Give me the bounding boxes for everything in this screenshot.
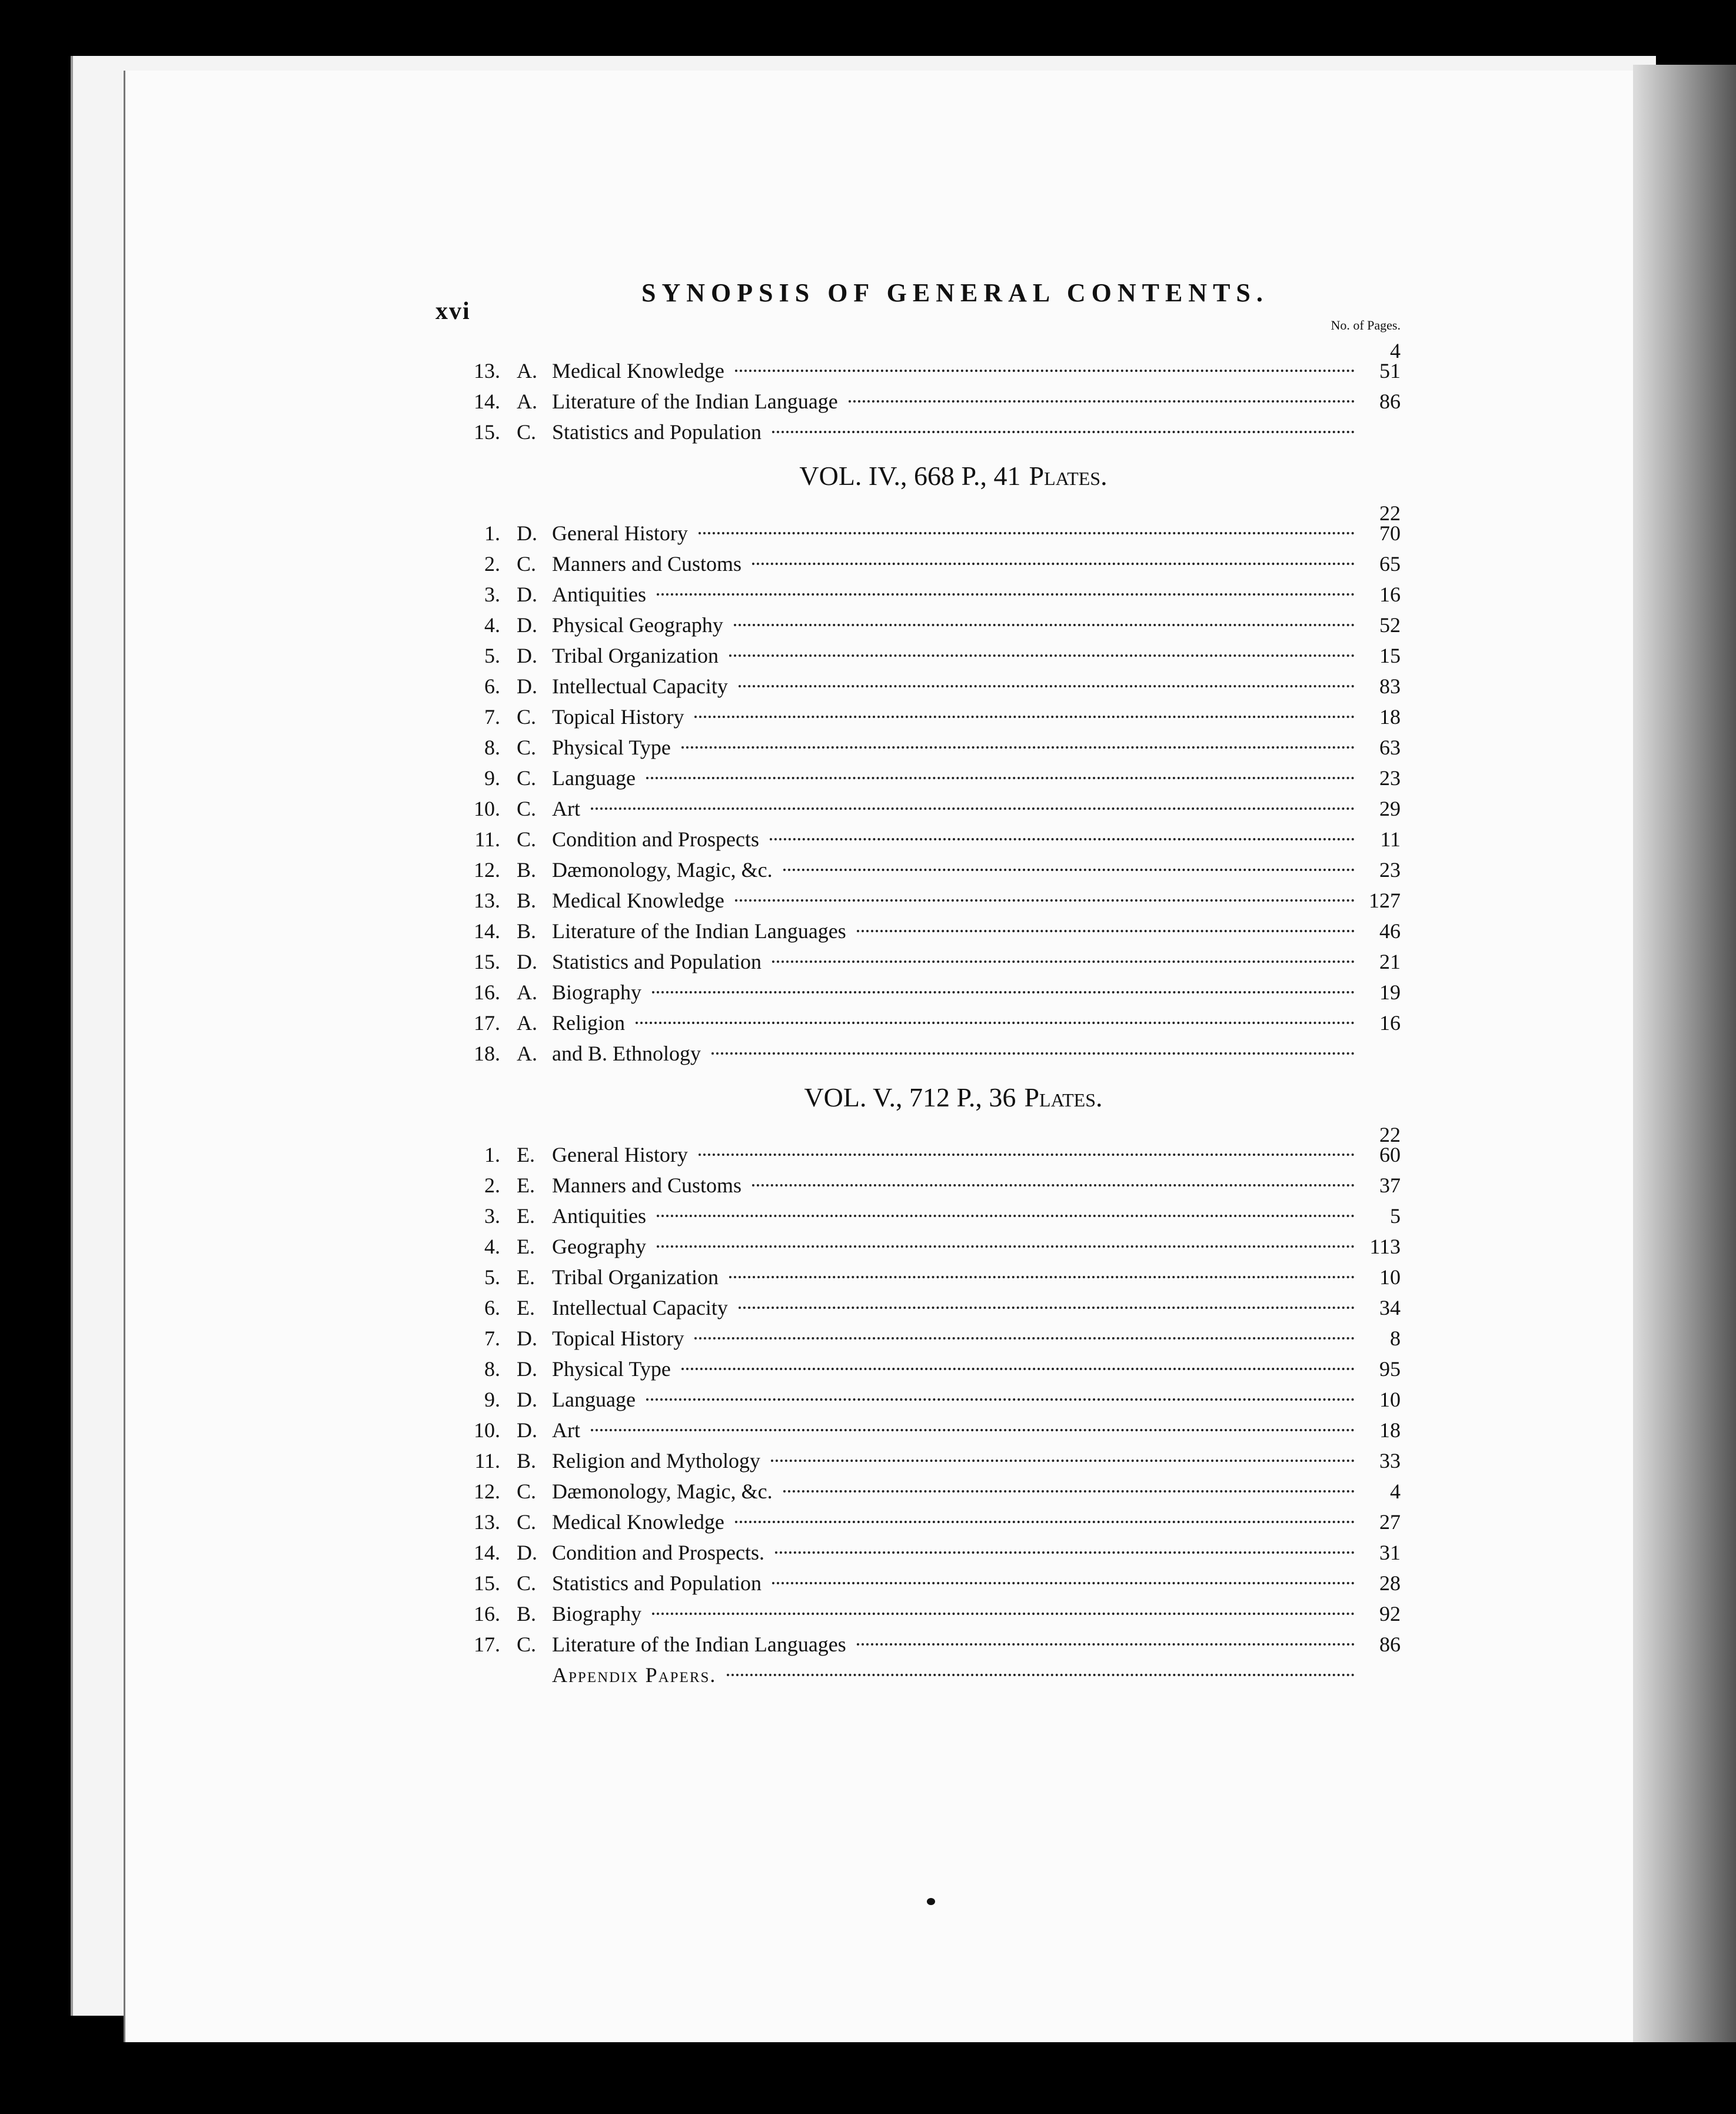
entry-number: 13.: [474, 889, 500, 912]
volume-heading: [447, 1072, 1401, 1122]
entry-number: 15.: [474, 1571, 500, 1595]
entry-number: 11.: [474, 827, 500, 851]
entry-class: B.: [517, 1449, 537, 1473]
entry-title: Manners and Customs: [552, 552, 741, 576]
entry-class: A.: [517, 1011, 537, 1035]
entry-class: C.: [517, 766, 537, 790]
toc-row: [447, 704, 1401, 735]
entry-class: D.: [517, 583, 537, 606]
entry-class: C.: [517, 705, 537, 729]
dot-leader: [694, 716, 1355, 718]
entry-title: Language: [552, 766, 636, 790]
dot-leader: [729, 1276, 1355, 1278]
entry-number: 8.: [484, 1357, 500, 1381]
dot-leader: [591, 1429, 1355, 1431]
entry-class: A.: [517, 390, 537, 413]
entry-pages: 92: [1379, 1602, 1401, 1626]
dot-leader: [739, 685, 1355, 687]
leading-pages: 4: [1390, 339, 1401, 363]
entry-pages: 127: [1369, 889, 1401, 912]
entry-pages: 5: [1390, 1204, 1401, 1228]
entry-pages: 95: [1379, 1357, 1401, 1381]
entry-title: Intellectual Capacity: [552, 674, 728, 698]
entry-title: Art: [552, 797, 580, 820]
dot-leader: [772, 431, 1355, 433]
entry-number: 13.: [474, 359, 500, 383]
toc-row: [447, 420, 1401, 450]
toc-row: [447, 358, 1401, 389]
entry-pages: 29: [1379, 797, 1401, 820]
toc-entries: [447, 338, 1401, 1693]
dot-leader: [735, 1521, 1355, 1523]
plates-label: Plates.: [1029, 460, 1108, 491]
entry-title: Condition and Prospects: [552, 827, 759, 851]
entry-pages: 65: [1379, 552, 1401, 576]
entry-title: General History: [552, 1143, 688, 1166]
entry-title: Literature of the Indian Language: [552, 390, 838, 413]
entry-class: B.: [517, 919, 537, 943]
entry-title: Intellectual Capacity: [552, 1296, 728, 1319]
entry-number: 6.: [484, 674, 500, 698]
entry-pages: 27: [1379, 1510, 1401, 1534]
entry-pages: 16: [1379, 1011, 1401, 1035]
running-head: SYNOPSIS OF GENERAL CONTENTS.: [641, 278, 1269, 307]
entry-pages: 70: [1379, 521, 1401, 545]
dot-leader: [857, 1643, 1355, 1646]
dot-leader: [783, 1490, 1355, 1493]
entry-class: D.: [517, 1418, 537, 1442]
entry-title: Appendix Papers.: [552, 1663, 717, 1687]
entry-number: 14.: [474, 1541, 500, 1564]
dot-leader: [657, 593, 1355, 596]
entry-number: 2.: [484, 1174, 500, 1197]
entry-pages: 15: [1379, 644, 1401, 667]
entry-class: C.: [517, 797, 537, 820]
column-head-pages: No. of Pages.: [1331, 318, 1401, 333]
toc-row: [447, 1204, 1401, 1234]
dot-leader: [657, 1215, 1355, 1217]
toc-row: [447, 766, 1401, 796]
entry-title: Literature of the Indian Languages: [552, 919, 846, 943]
entry-title: General History: [552, 521, 688, 545]
entry-class: C.: [517, 1480, 537, 1503]
toc-row: [447, 857, 1401, 888]
dot-leader: [652, 991, 1355, 993]
entry-title: Manners and Customs: [552, 1174, 741, 1197]
entry-number: 5.: [484, 1265, 500, 1289]
toc-row: [447, 1357, 1401, 1387]
toc-row: [447, 735, 1401, 766]
toc-row: [447, 1663, 1401, 1693]
toc-row: [447, 1510, 1401, 1540]
toc-row: [447, 1448, 1401, 1479]
entry-title: Religion and Mythology: [552, 1449, 760, 1473]
entry-number: 4.: [484, 1235, 500, 1258]
entry-class: A.: [517, 980, 537, 1004]
dot-leader: [699, 1154, 1355, 1156]
entry-number: 1.: [484, 1143, 500, 1166]
dot-leader: [772, 960, 1355, 963]
entry-title: Dæmonology, Magic, &c.: [552, 1480, 773, 1503]
dot-leader: [657, 1245, 1355, 1248]
toc-row: [447, 1540, 1401, 1571]
entry-title: Art: [552, 1418, 580, 1442]
dot-leader: [636, 1022, 1355, 1024]
section-continued: [447, 358, 1401, 450]
entry-title: Language: [552, 1388, 636, 1411]
entry-title: Antiquities: [552, 1204, 646, 1228]
dot-leader: [646, 1398, 1355, 1401]
entry-class: A.: [517, 1042, 537, 1065]
entry-title: Biography: [552, 1602, 641, 1626]
toc-row: [447, 582, 1401, 613]
entry-pages: 33: [1379, 1449, 1401, 1473]
entry-pages: 51: [1379, 359, 1401, 383]
dot-leader: [681, 1368, 1355, 1370]
entry-class: D.: [517, 950, 537, 973]
entry-pages: 60: [1379, 1143, 1401, 1166]
entry-title: Dæmonology, Magic, &c.: [552, 858, 773, 882]
entry-number: 14.: [474, 919, 500, 943]
entry-pages: 113: [1369, 1235, 1401, 1258]
toc-row: [447, 980, 1401, 1011]
entry-number: 6.: [484, 1296, 500, 1319]
entry-title: Topical History: [552, 1327, 684, 1350]
toc-row: [447, 551, 1401, 582]
entry-class: D.: [517, 1388, 537, 1411]
dot-leader: [699, 532, 1355, 534]
entry-class: E.: [517, 1174, 535, 1197]
leading-pages: 22: [1379, 501, 1401, 525]
entry-number: 3.: [484, 1204, 500, 1228]
entry-class: D.: [517, 521, 537, 545]
entry-pages: 31: [1379, 1541, 1401, 1564]
dot-leader: [775, 1551, 1355, 1554]
toc-row: [447, 949, 1401, 980]
dot-leader: [646, 777, 1355, 779]
entry-number: 2.: [484, 552, 500, 576]
volume-title: VOL. IV., 668 P., 41: [799, 460, 1021, 491]
volume-heading: [447, 450, 1401, 501]
toc-row: [447, 1173, 1401, 1204]
dot-leader: [735, 899, 1355, 902]
entry-title: Physical Geography: [552, 613, 723, 637]
entry-number: 3.: [484, 583, 500, 606]
entry-pages: 10: [1379, 1388, 1401, 1411]
toc-row: [447, 1326, 1401, 1357]
entry-class: C.: [517, 1510, 537, 1534]
entry-number: 16.: [474, 1602, 500, 1626]
toc-row: [447, 674, 1401, 704]
entry-pages: 23: [1379, 858, 1401, 882]
entry-number: 9.: [484, 1388, 500, 1411]
entry-number: 15.: [474, 420, 500, 444]
entry-title: Literature of the Indian Languages: [552, 1633, 846, 1656]
entry-class: C.: [517, 827, 537, 851]
dot-leader: [694, 1337, 1355, 1339]
entry-number: 15.: [474, 950, 500, 973]
entry-title: Statistics and Population: [552, 1571, 761, 1595]
entry-pages: 8: [1390, 1327, 1401, 1350]
entry-number: 5.: [484, 644, 500, 667]
toc-row: [447, 1265, 1401, 1295]
entry-number: 17.: [474, 1633, 500, 1656]
entry-class: E.: [517, 1296, 535, 1319]
dot-leader: [752, 1184, 1355, 1186]
toc-row: [447, 1479, 1401, 1510]
entry-pages: 16: [1379, 583, 1401, 606]
dot-leader: [752, 563, 1355, 565]
entry-title: Statistics and Population: [552, 420, 761, 444]
entry-title: Biography: [552, 980, 641, 1004]
stray-ink-dot: [927, 1898, 935, 1905]
dot-leader: [770, 838, 1355, 840]
entry-class: D.: [517, 1327, 537, 1350]
toc-row: [447, 796, 1401, 827]
entry-pages: 11: [1380, 827, 1401, 851]
entry-number: 8.: [484, 736, 500, 759]
section-vol4: [447, 521, 1401, 1072]
entry-class: E.: [517, 1204, 535, 1228]
entry-number: 4.: [484, 613, 500, 637]
toc-row: [447, 1601, 1401, 1632]
dot-leader: [735, 370, 1355, 372]
entry-class: B.: [517, 1602, 537, 1626]
entry-class: D.: [517, 613, 537, 637]
entry-pages: 83: [1379, 674, 1401, 698]
plates-label: Plates.: [1024, 1082, 1103, 1112]
entry-class: E.: [517, 1265, 535, 1289]
entry-title: Medical Knowledge: [552, 1510, 724, 1534]
dot-leader: [734, 624, 1355, 626]
toc-row: [447, 827, 1401, 857]
dot-leader: [783, 869, 1355, 871]
dot-leader: [591, 807, 1355, 810]
entry-class: C.: [517, 420, 537, 444]
entry-title: Geography: [552, 1235, 646, 1258]
toc-row: [447, 521, 1401, 551]
entry-pages: 86: [1379, 1633, 1401, 1656]
entry-class: D.: [517, 644, 537, 667]
entry-pages: 19: [1379, 980, 1401, 1004]
entry-number: 16.: [474, 980, 500, 1004]
entry-pages: 21: [1379, 950, 1401, 973]
entry-number: 18.: [474, 1042, 500, 1065]
entry-pages: 52: [1379, 613, 1401, 637]
entry-class: E.: [517, 1143, 535, 1166]
dot-leader: [771, 1460, 1355, 1462]
toc-row: [447, 919, 1401, 949]
toc-row: [447, 1234, 1401, 1265]
entry-number: 10.: [474, 797, 500, 820]
entry-number: 1.: [484, 521, 500, 545]
dot-leader: [711, 1052, 1355, 1055]
entry-number: 17.: [474, 1011, 500, 1035]
entry-number: 7.: [484, 705, 500, 729]
entry-pages: 10: [1379, 1265, 1401, 1289]
entry-title: Tribal Organization: [552, 1265, 719, 1289]
entry-number: 14.: [474, 390, 500, 413]
toc-row: [447, 1418, 1401, 1448]
entry-title: Tribal Organization: [552, 644, 719, 667]
toc-row: [447, 1571, 1401, 1601]
toc-row: [447, 643, 1401, 674]
entry-number: 12.: [474, 1480, 500, 1503]
entry-pages: 37: [1379, 1174, 1401, 1197]
entry-title: Medical Knowledge: [552, 889, 724, 912]
toc-row: [447, 1295, 1401, 1326]
entry-number: 13.: [474, 1510, 500, 1534]
toc-row: [447, 1387, 1401, 1418]
entry-pages: 18: [1379, 1418, 1401, 1442]
entry-title: Medical Knowledge: [552, 359, 724, 383]
dot-leader: [681, 746, 1355, 749]
entry-number: 10.: [474, 1418, 500, 1442]
dot-leader: [739, 1307, 1355, 1309]
entry-class: B.: [517, 889, 537, 912]
page-number: xvi: [435, 298, 471, 325]
entry-class: D.: [517, 674, 537, 698]
dot-leader: [849, 400, 1355, 403]
entry-title: and B. Ethnology: [552, 1042, 701, 1065]
entry-pages: 23: [1379, 766, 1401, 790]
entry-number: 9.: [484, 766, 500, 790]
entry-pages: 86: [1379, 390, 1401, 413]
dot-leader: [729, 654, 1355, 657]
entry-number: 11.: [474, 1449, 500, 1473]
dot-leader: [727, 1674, 1355, 1676]
entry-class: D.: [517, 1357, 537, 1381]
entry-pages: 18: [1379, 705, 1401, 729]
entry-class: C.: [517, 552, 537, 576]
toc-row: [447, 888, 1401, 919]
entry-class: B.: [517, 858, 537, 882]
toc-row: [447, 1142, 1401, 1173]
toc-row: [447, 1041, 1401, 1072]
entry-class: D.: [517, 1541, 537, 1564]
entry-class: C.: [517, 1633, 537, 1656]
entry-title: Condition and Prospects.: [552, 1541, 764, 1564]
entry-number: 12.: [474, 858, 500, 882]
entry-pages: 63: [1379, 736, 1401, 759]
leading-pages: 22: [1379, 1123, 1401, 1146]
volume-title: VOL. V., 712 P., 36: [804, 1082, 1016, 1112]
toc-row: [447, 389, 1401, 420]
entry-pages: 46: [1379, 919, 1401, 943]
entry-number: 7.: [484, 1327, 500, 1350]
entry-pages: 4: [1390, 1480, 1401, 1503]
entry-pages: 34: [1379, 1296, 1401, 1319]
gutter-shadow: [1633, 65, 1736, 2042]
entry-title: Antiquities: [552, 583, 646, 606]
entry-title: Topical History: [552, 705, 684, 729]
entry-title: Physical Type: [552, 1357, 671, 1381]
entry-class: E.: [517, 1235, 535, 1258]
dot-leader: [772, 1582, 1355, 1584]
toc-row: [447, 613, 1401, 643]
entry-class: A.: [517, 359, 537, 383]
entry-pages: 28: [1379, 1571, 1401, 1595]
dot-leader: [857, 930, 1355, 932]
section-vol5: [447, 1142, 1401, 1693]
entry-title: Physical Type: [552, 736, 671, 759]
dot-leader: [652, 1613, 1355, 1615]
entry-title: Statistics and Population: [552, 950, 761, 973]
entry-title: Religion: [552, 1011, 625, 1035]
entry-class: C.: [517, 1571, 537, 1595]
toc-row: [447, 1011, 1401, 1041]
toc-row: [447, 1632, 1401, 1663]
entry-class: C.: [517, 736, 537, 759]
